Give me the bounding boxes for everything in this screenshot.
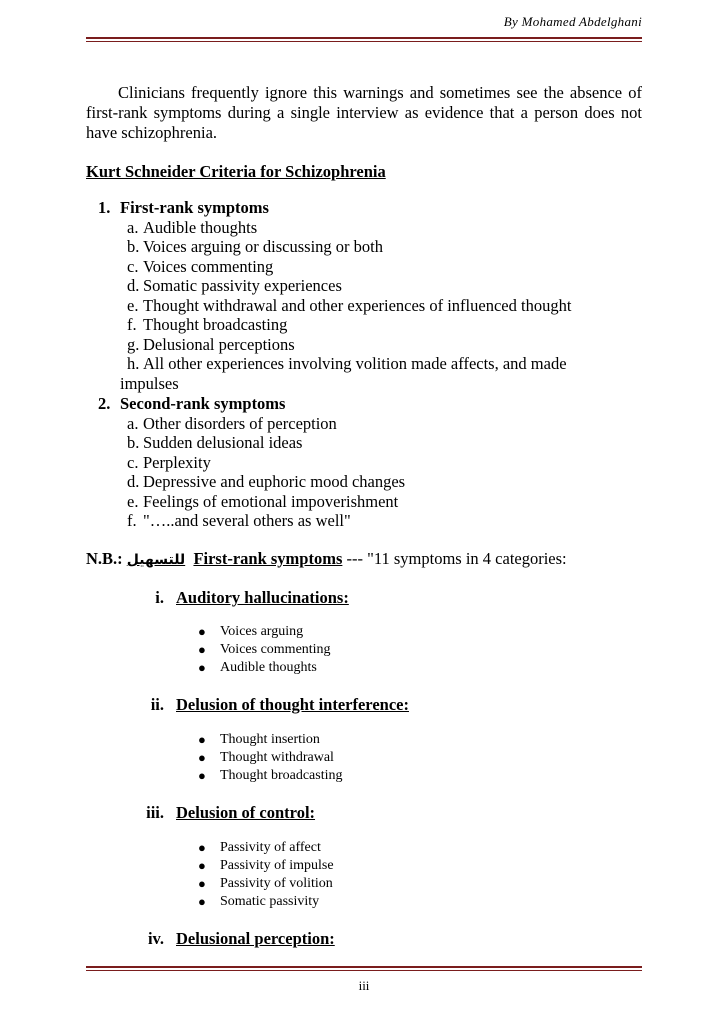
nb-line <box>86 549 567 569</box>
category-title: Delusion of thought interference: <box>176 695 409 714</box>
item-letter: a. <box>127 218 139 237</box>
bullet-item: ● Audible thoughts <box>198 660 317 675</box>
item-letter: c. <box>127 453 139 472</box>
item-letter: d. <box>127 472 140 491</box>
footer-rule-thin <box>86 970 642 971</box>
bullet-item: ● Passivity of affect <box>198 840 321 855</box>
list-item: Delusional perceptions <box>143 335 295 354</box>
list-item: Voices arguing or discussing or both <box>143 237 383 256</box>
category-numeral: i. <box>155 588 164 607</box>
bullet-icon: ● <box>198 768 206 783</box>
rank-1-title: First-rank symptoms <box>120 198 269 217</box>
item-letter: g. <box>127 335 140 354</box>
item-letter: b. <box>127 433 140 452</box>
bullet-icon: ● <box>198 642 206 657</box>
bullet-icon: ● <box>198 732 206 747</box>
header-author: By Mohamed Abdelghani <box>503 14 642 29</box>
bullet-item: ● Somatic passivity <box>198 894 320 909</box>
bullet-icon: ● <box>198 624 206 639</box>
list-item: Thought withdrawal and other experiences of influenced thought <box>143 296 572 315</box>
item-letter: f. <box>127 315 137 334</box>
nb-rest: --- "11 symptoms in 4 categories: <box>342 549 567 568</box>
category-title: Auditory hallucinations: <box>176 588 349 607</box>
list-item: Feelings of emotional impoverishment <box>143 492 399 511</box>
item-letter: a. <box>127 414 139 433</box>
category-title: Delusional perception: <box>176 929 335 948</box>
category-title: Delusion of control: <box>176 803 316 822</box>
category-numeral: iv. <box>147 929 164 948</box>
item-letter: f. <box>127 511 137 530</box>
list-item: Audible thoughts <box>143 218 258 237</box>
list-item: Sudden delusional ideas <box>143 433 303 452</box>
rank-1-number: 1. <box>98 198 111 217</box>
bullet-item: ● Thought broadcasting <box>198 768 343 783</box>
list-item: Other disorders of perception <box>143 414 337 433</box>
item-letter: e. <box>127 492 139 511</box>
item-letter: e. <box>127 296 139 315</box>
bullet-icon: ● <box>198 876 206 891</box>
rank-2-title: Second-rank symptoms <box>120 394 286 413</box>
bullet-icon: ● <box>198 660 206 675</box>
page-number: iii <box>358 978 370 993</box>
bullet-icon: ● <box>198 858 206 873</box>
list-item-continuation: impulses <box>120 374 179 393</box>
category-numeral: iii. <box>146 803 164 822</box>
footer-rule-thick <box>86 966 642 968</box>
item-letter: h. <box>127 354 140 373</box>
bullet-icon: ● <box>198 840 206 855</box>
bullet-item: ● Voices commenting <box>198 642 331 657</box>
list-item: Perplexity <box>143 453 211 472</box>
intro-paragraph: Clinicians frequently ignore this warnings and sometimes see the absence of first-rank symptoms during a single interview as evidence that a person does not have schizophrenia. <box>86 83 642 142</box>
category-numeral: ii. <box>150 695 164 714</box>
bullet-item: ● Thought withdrawal <box>198 750 334 765</box>
section-heading: Kurt Schneider Criteria for Schizophrenia <box>86 162 386 181</box>
list-item: Depressive and euphoric mood changes <box>143 472 406 491</box>
item-letter: b. <box>127 237 140 256</box>
nb-subject: First-rank symptoms <box>193 549 343 568</box>
list-item: "…..and several others as well" <box>143 511 351 530</box>
rank-2-number: 2. <box>98 394 111 413</box>
bullet-icon: ● <box>198 750 206 765</box>
header-rule-thick <box>86 37 642 39</box>
bullet-item: ● Thought insertion <box>198 732 320 747</box>
nb-arabic-note: للتسهيل <box>126 552 186 568</box>
item-letter: c. <box>127 257 139 276</box>
bullet-item: ● Passivity of volition <box>198 876 333 891</box>
list-item: All other experiences involving volition made affects, and made <box>143 354 567 373</box>
list-item: Somatic passivity experiences <box>143 276 342 295</box>
list-item: Voices commenting <box>143 257 274 276</box>
bullet-icon: ● <box>198 894 206 909</box>
nb-label: N.B.: <box>86 549 123 568</box>
item-letter: d. <box>127 276 140 295</box>
header-rule-thin <box>86 41 642 42</box>
bullet-item: ● Passivity of impulse <box>198 858 334 873</box>
list-item: Thought broadcasting <box>143 315 288 334</box>
bullet-item: ● Voices arguing <box>198 624 304 639</box>
